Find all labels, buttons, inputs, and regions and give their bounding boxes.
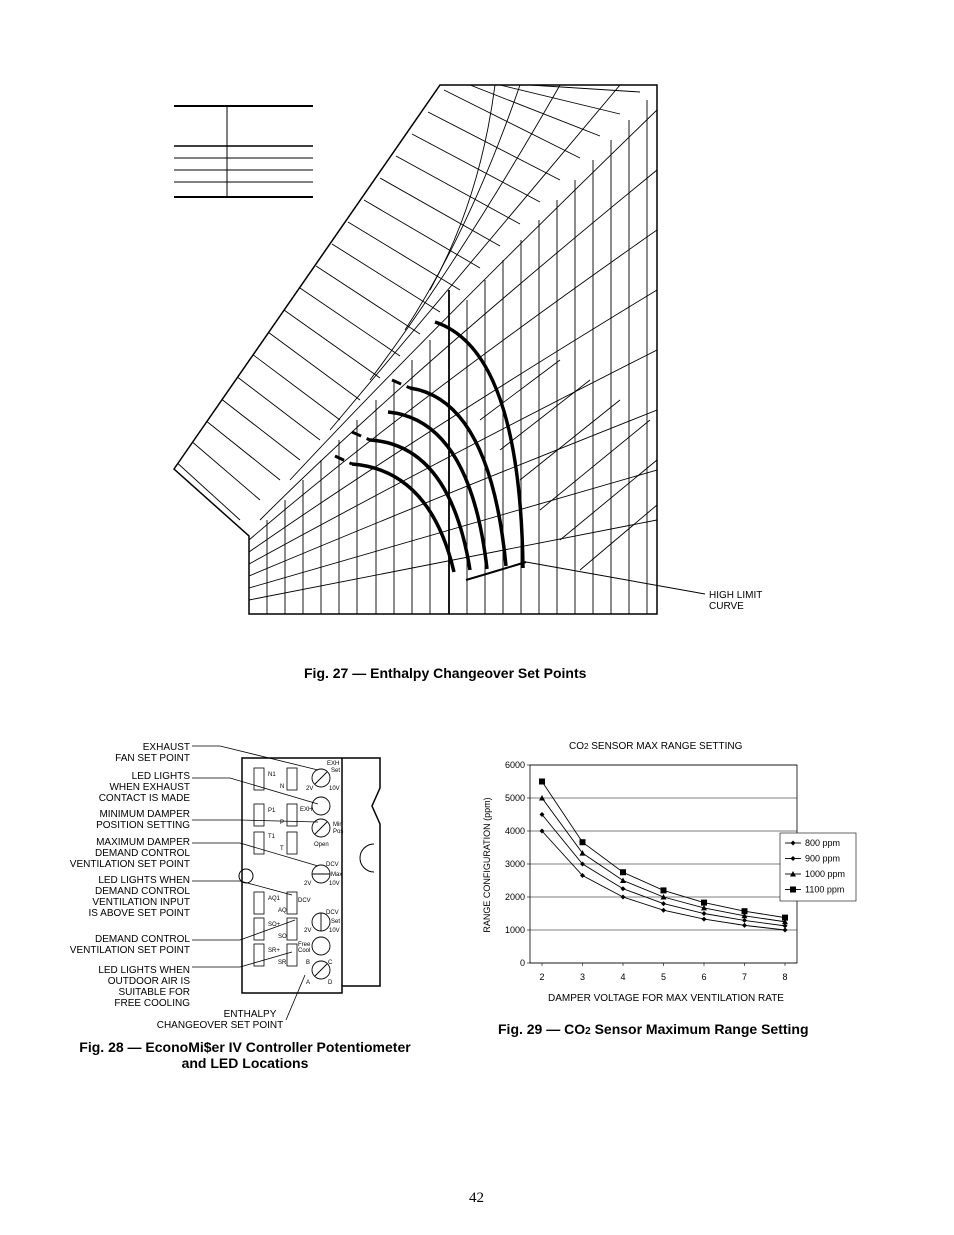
board-label: AQ [278,908,287,914]
board-label: SO [278,934,287,940]
x-tick-label: 5 [660,972,667,982]
callout-line: DEMAND CONTROL [94,886,190,897]
callout-line: EXHAUST [142,742,190,753]
y-tick-label: 6000 [504,760,525,770]
caption-line: Fig. 28 — EconoMi$er IV Controller Potentiometer [79,1039,411,1055]
caption-line: and LED Locations [181,1055,309,1071]
caption-sub: 2 [585,1026,591,1037]
legend-label: 900 ppm [805,853,841,864]
callout-line: WHEN EXHAUST [109,782,190,793]
board-label: Max [331,872,343,878]
setpoint-table [174,106,313,197]
y-tick-label: 4000 [504,826,525,836]
callout-line: CHANGEOVER SET POINT [156,1020,284,1031]
callout-line: IS ABOVE SET POINT [88,908,190,919]
callout-line: ENTHALPY [223,1009,277,1020]
drybulb-lines [267,100,647,614]
callout-line: VENTILATION SET POINT [69,945,190,956]
board-label: D [328,980,333,986]
board-label: C [328,960,333,966]
board-label: 10V [329,928,340,934]
y-tick-label: 5000 [504,793,525,803]
board-label: Pos [333,829,344,835]
callout-line: LED LIGHTS WHEN [98,875,190,886]
callout-line: HIGH LIMIT [709,590,763,601]
page-number: 42 [469,1190,484,1206]
board-label: DCV [326,862,339,868]
board-label: DCV [298,898,311,904]
board-label: 10V [329,881,340,887]
y-tick-label: 0 [519,958,525,968]
callout-exhaust-fan [90,742,190,764]
high-limit-label [709,590,762,612]
callout-line: CURVE [709,601,744,612]
callout-line: FAN SET POINT [115,753,190,764]
callout-line: OUTDOOR AIR IS [107,976,190,987]
callout-line: LED LIGHTS [131,771,190,782]
square-marker [742,908,748,914]
legend-label: 800 ppm [805,838,841,848]
board-label: 2V [304,881,312,887]
board-label: Free [298,942,311,948]
high-limit-leader [526,562,705,594]
x-tick-label: 3 [579,972,586,982]
x-tick-label: 4 [620,972,626,982]
callout-line: DEMAND CONTROL [94,934,190,945]
board-label: DCV [326,910,339,916]
callout-led-dcv [60,875,190,919]
callout-led-exhaust [90,771,190,804]
legend-label: 1000 ppm [805,869,846,879]
board-label: SR+ [268,948,280,954]
board-label: SR [278,960,287,966]
callout-line: MAXIMUM DAMPER [96,837,190,848]
board-label: P1 [268,808,276,814]
board-label: N [280,784,285,790]
callout-max-damper [60,837,190,870]
square-marker [620,869,626,875]
board-label: 2V [306,786,314,792]
callout-line: POSITION SETTING [96,820,190,831]
board-label: T1 [268,834,276,840]
square-marker [539,779,545,785]
callout-line: SUITABLE FOR [118,987,190,998]
callout-line: MINIMUM DAMPER [99,809,190,820]
board-label: EXH [327,761,340,767]
board-label: Set [331,919,341,925]
board-label: B [306,960,311,966]
chart-title-suffix: SENSOR MAX RANGE SETTING [588,741,743,752]
board-label: 2V [304,928,312,934]
board-label: EXH [300,807,313,813]
callout-line: FREE COOLING [114,998,190,1009]
callout-line: DEMAND CONTROL [94,848,190,859]
x-tick-label: 7 [741,972,748,982]
chart-title-sub: 2 [584,742,589,751]
fig27-caption: Fig. 27 — Enthalpy Changeover Set Points [304,665,587,681]
square-marker [782,915,788,921]
callout-line: VENTILATION SET POINT [69,859,190,870]
y-tick-label: 2000 [504,892,525,902]
board-label: Min [333,822,343,828]
square-marker [790,887,796,893]
board-label: SO+ [268,922,281,928]
caption-prefix: Fig. 29 — CO [498,1021,586,1037]
callout-dcv-setpoint [60,934,190,956]
x-tick-label: 6 [701,972,707,982]
humidity-curves [249,85,657,600]
callout-line: CONTACT IS MADE [98,793,190,804]
callout-line: LED LIGHTS WHEN [98,965,190,976]
board-label: 10V [329,786,340,792]
x-tick-label: 2 [539,972,545,982]
board-label: A [306,980,311,986]
square-marker [580,839,586,845]
callout-line: VENTILATION INPUT [92,897,190,908]
x-tick-label: 8 [782,972,788,982]
fig29-caption [498,1021,809,1037]
callout-enthalpy-changeover [150,1009,290,1031]
square-marker [701,900,707,906]
changeover-curves [352,322,523,572]
co2-line-chart [470,755,860,1015]
chart-title [569,741,742,752]
board-label: Open [314,842,329,848]
legend-label: 1100 ppm [805,884,845,895]
board-label: Set [331,768,341,774]
x-axis-label: DAMPER VOLTAGE FOR MAX VENTILATION RATE [548,993,784,1004]
callout-led-free-cooling [60,965,190,1009]
board-label: Cool [298,948,311,954]
caption-suffix: Sensor Maximum Range Setting [590,1021,809,1037]
y-tick-label: 1000 [504,925,525,935]
y-tick-label: 3000 [504,859,525,869]
fig28-caption [40,1039,450,1071]
y-axis-label: RANGE CONFIGURATION (ppm) [482,797,492,933]
board-label: AQ1 [268,896,281,902]
square-marker [661,887,667,893]
callout-min-damper [90,809,190,831]
high-limit-curve [466,562,526,580]
board-label: N1 [268,772,276,778]
chart-title-prefix: CO [569,741,584,752]
board-label: T [280,846,284,852]
board-label: P [280,820,285,826]
